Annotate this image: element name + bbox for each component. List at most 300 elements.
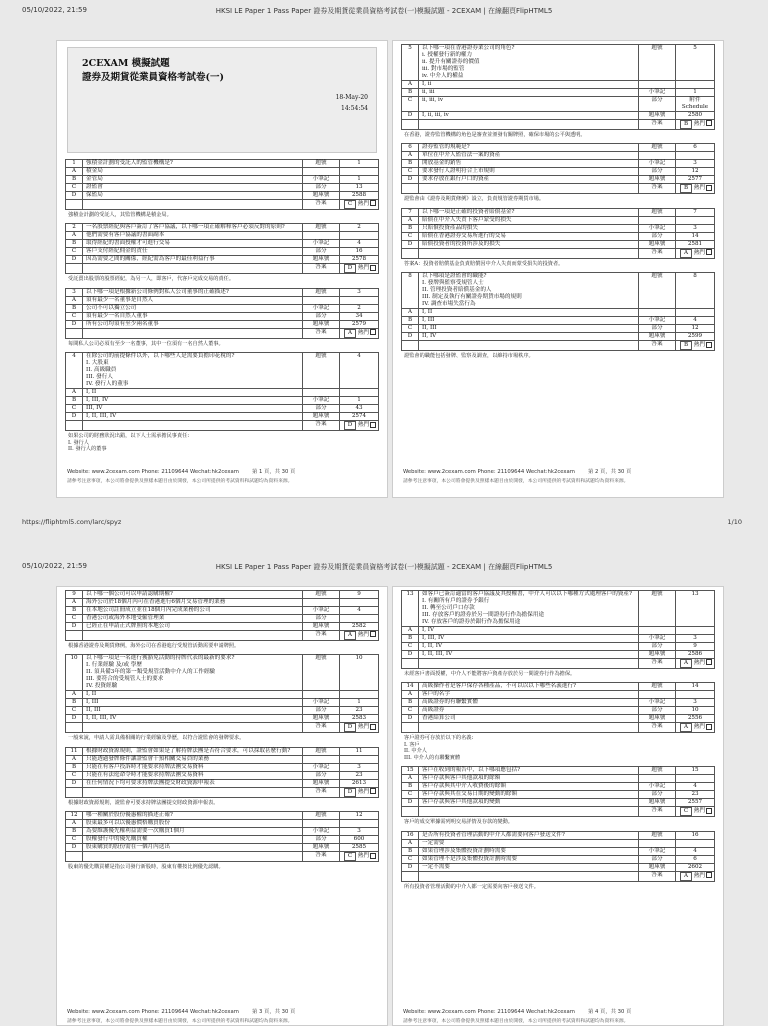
small-note-label: 小筆記 — [638, 160, 675, 167]
question-text: 以下哪項是證監會的職能? I. 發牌與監察受規管人士 II. 管理投資者賠償基金的人 III. 制定及執行有關證券期貨市場的規則 IV. 調查市場失當行為 — [422, 273, 522, 308]
hot-checkbox[interactable] — [706, 872, 712, 878]
option-letter: A — [66, 232, 83, 239]
question-no-label: 題號 — [638, 832, 675, 839]
exam-page-2 — [392, 40, 724, 498]
explanation-text: 客戶證券可存放於以下的名義: I. 客戶 II. 中介人 III. 中介人的有聯繫實體 — [404, 735, 474, 761]
option-row[interactable] — [66, 405, 378, 413]
question-id-value: 2602 — [675, 864, 714, 871]
question-text: 以下哪一項在香港證券業公司的角色? i. 授權發行新的權力 ii. 提升有關證券的價值 iii. 對市場的監管 iv. 中介人的權益 — [422, 45, 515, 79]
option-row[interactable] — [66, 844, 378, 852]
option-row[interactable] — [66, 389, 378, 397]
question-number: 11 — [66, 748, 83, 755]
question-no-label: 題號 — [302, 748, 339, 755]
hot-label: 熱門 — [693, 659, 706, 666]
answer-box: D — [344, 788, 357, 797]
explanation-text: 一般來說，申請人需具備相關的行業經驗及學歷，以符合證監會的發牌要求。 — [68, 735, 245, 742]
part-number-label: 部分 — [302, 313, 339, 320]
question-header-row — [66, 289, 378, 297]
question-id-value: 2586 — [675, 651, 714, 658]
question-no-value: 10 — [339, 655, 378, 690]
small-note-label: 小筆記 — [638, 225, 675, 232]
question-block — [65, 590, 379, 641]
option-letter: C — [66, 772, 83, 779]
answer-box: B — [680, 341, 692, 350]
exam-page-4 — [392, 586, 724, 1026]
question-id-label: 題庫號 — [638, 864, 675, 871]
answer-value — [339, 723, 378, 732]
question-no-value: 1 — [339, 160, 378, 167]
option-row[interactable] — [66, 321, 378, 329]
question-block — [401, 682, 715, 733]
small-note-value: 1 — [675, 89, 714, 96]
question-no-label: 題號 — [302, 591, 339, 598]
option-row[interactable] — [402, 233, 714, 241]
hot-checkbox[interactable] — [370, 631, 376, 637]
small-note-label: 小筆記 — [638, 783, 675, 790]
explanation-text: 客戶的成交單據需列明交易詳情及存款的變動。 — [404, 819, 513, 826]
footer-note: 請參考注意事項，本公司將會提供及照樣本題目由於開發，本公司所提供的考試資料和試題均為資料來源。 — [403, 479, 629, 484]
question-id-value: 2585 — [339, 844, 378, 851]
question-text: 如客戶已簽訂適當的客戶協議及其授權書，中介人可以以下哪種方式處理客戶的資產? I. 有關所有戶的證券予銀行 II. 轉至公司戶口存款 III. 存放客戶的證券於另一間證券行作為擔保用途 IV. 存放客戶的證券於銀行作為擔保用途 — [422, 591, 632, 625]
option-letter: D — [402, 176, 419, 183]
part-number-value: 23 — [675, 791, 714, 798]
blank-cell — [638, 840, 675, 847]
option-row[interactable] — [66, 599, 378, 607]
answer-value — [675, 723, 714, 732]
question-no-value: 7 — [675, 209, 714, 216]
question-text: 在除公司的前提條件以外，以下哪些人是需要負擔印花稅的? I. 大股東 II. 高級職員 III. 發行人 IV. 發行人的董事 — [86, 353, 235, 388]
option-row[interactable] — [66, 820, 378, 828]
answer-label: 答案 — [302, 421, 339, 430]
question-no-label: 題號 — [302, 353, 339, 388]
option-text: I, II, III, IV — [86, 715, 117, 722]
option-text: 單位在中介人監管法一案的資產 — [422, 152, 501, 159]
blank-cell — [83, 264, 302, 273]
blank-cell — [66, 329, 83, 338]
option-text: 客戶存款與客戶其他款項的變動 — [422, 799, 501, 806]
option-row[interactable] — [66, 615, 378, 623]
small-note-value: 4 — [675, 317, 714, 324]
question-id-label: 題庫號 — [638, 799, 675, 806]
option-text: III, IV — [86, 405, 103, 412]
option-letter: A — [402, 691, 419, 698]
option-row[interactable] — [66, 607, 378, 615]
question-text: 是否所有投資者管理活動的中介人都需要向客戶發送文件? — [422, 831, 565, 838]
option-row[interactable] — [402, 635, 714, 643]
question-no-label: 題號 — [302, 160, 339, 167]
option-row[interactable] — [402, 241, 714, 249]
option-row[interactable] — [66, 313, 378, 321]
option-row[interactable] — [402, 864, 714, 872]
blank-cell — [83, 329, 302, 338]
question-text: 強積金計劃的受託人的監管機構是? — [86, 160, 173, 166]
blank-cell — [339, 756, 378, 763]
option-text: 如果管理不是涉及集體投資計劃時需要 — [422, 855, 518, 862]
blank-cell — [339, 168, 378, 175]
answer-row — [66, 264, 378, 273]
option-letter: A — [402, 152, 419, 159]
question-id-value: 2582 — [339, 623, 378, 630]
question-header-row — [66, 353, 378, 389]
question-number: 5 — [402, 45, 419, 80]
option-letter: B — [66, 176, 83, 183]
option-letter: C — [402, 643, 419, 650]
hot-label: 熱門 — [358, 724, 370, 731]
option-letter: B — [402, 317, 419, 324]
question-number: 8 — [402, 273, 419, 308]
answer-box: A — [680, 249, 692, 258]
option-letter: C — [66, 184, 83, 191]
hot-checkbox[interactable] — [370, 329, 376, 335]
answer-row — [402, 249, 714, 258]
small-note-label: 小筆記 — [302, 240, 339, 247]
question-block — [65, 747, 379, 798]
hot-checkbox[interactable] — [370, 200, 376, 206]
question-id-label: 題庫號 — [302, 256, 339, 263]
question-id-value: 2581 — [675, 241, 714, 248]
option-row[interactable] — [402, 176, 714, 184]
option-row[interactable] — [402, 643, 714, 651]
question-no-label: 題號 — [638, 683, 675, 690]
part-number-value: 9 — [675, 643, 714, 650]
blank-cell — [302, 232, 339, 239]
blank-cell — [339, 297, 378, 304]
answer-label: 答案 — [638, 120, 675, 129]
option-row[interactable] — [66, 699, 378, 707]
option-row[interactable] — [402, 840, 714, 848]
blank-cell — [402, 807, 419, 816]
blank-cell — [66, 200, 83, 209]
option-row[interactable] — [402, 89, 714, 97]
print-datetime: 05/10/2022, 21:59 — [22, 562, 87, 570]
explanation-text: 證監會的職能包括發牌、監察及調查，以維持市場秩序。 — [404, 352, 534, 359]
small-note-value: 4 — [339, 240, 378, 247]
option-text: I, III, IV — [86, 397, 109, 404]
option-row[interactable] — [66, 256, 378, 264]
blank-cell — [83, 852, 302, 861]
answer-row — [66, 723, 378, 732]
option-row[interactable] — [402, 333, 714, 341]
option-text: 積金局 — [86, 167, 103, 174]
question-id-label: 題庫號 — [302, 715, 339, 722]
question-id-value: 2557 — [675, 799, 714, 806]
hot-checkbox[interactable] — [706, 342, 712, 348]
option-text: I, IV — [422, 626, 435, 633]
hot-checkbox[interactable] — [706, 808, 712, 814]
footer-note: 請參考注意事項，本公司將會提供及照樣本題目由於開發，本公司所提供的考試資料和試題均為資料來源。 — [403, 1019, 629, 1024]
answer-label: 答案 — [302, 631, 339, 640]
part-number-label: 部分 — [638, 791, 675, 798]
small-note-value: 3 — [339, 764, 378, 771]
answer-row — [66, 631, 378, 640]
small-note-value: 1 — [339, 176, 378, 183]
blank-cell — [339, 820, 378, 827]
option-letter: B — [66, 607, 83, 614]
explanation-text: 未經客戶書面授權，中介人不能將客戶資產存放於另一間證券行作為擔保。 — [404, 670, 576, 677]
option-row[interactable] — [66, 184, 378, 192]
small-note-value: 3 — [675, 699, 714, 706]
option-row[interactable] — [66, 297, 378, 305]
question-block — [65, 352, 379, 431]
answer-value — [675, 184, 714, 193]
question-text: 高級操作者是客戶保存各種產品，不可以以以下哪些名義進行? — [422, 683, 577, 690]
option-row[interactable] — [402, 217, 714, 225]
option-row[interactable] — [402, 651, 714, 659]
question-number: 1 — [66, 160, 83, 167]
small-note-value: 3 — [675, 225, 714, 232]
blank-cell — [83, 200, 302, 209]
answer-row — [402, 807, 714, 816]
hot-checkbox[interactable] — [706, 249, 712, 255]
question-id-label: 題庫號 — [302, 413, 339, 420]
option-row[interactable] — [402, 325, 714, 333]
answer-label: 答案 — [302, 200, 339, 209]
hot-label: 熱門 — [693, 185, 706, 192]
question-id-label: 題庫號 — [302, 623, 339, 630]
question-block — [65, 654, 379, 733]
option-letter: D — [66, 413, 83, 420]
blank-cell — [675, 627, 714, 634]
explanation-text: 如果公司的財務狀況出錯，以下人士需承擔民事責任: I. 發行人 II. 發行人的董事 — [68, 433, 190, 453]
small-note-label: 小筆記 — [302, 828, 339, 835]
question-no-label: 題號 — [302, 655, 339, 690]
blank-cell — [302, 168, 339, 175]
small-note-value: 3 — [339, 828, 378, 835]
option-text: 一定需要 — [422, 839, 445, 846]
explanation-text: 受託賣出股票的股票經紀，為另一人，即客戶，代客戶完成交易的責任。 — [68, 276, 235, 283]
exam-time: 14:54:54 — [341, 105, 368, 112]
question-id-label: 題庫號 — [638, 651, 675, 658]
option-letter: B — [66, 699, 83, 706]
hot-checkbox[interactable] — [370, 265, 376, 271]
small-note-label: 小筆記 — [638, 89, 675, 96]
footer-page-number: 第 1 頁，共 30 頁 — [252, 469, 296, 475]
part-number-value: 10 — [675, 707, 714, 714]
blank-cell — [419, 659, 638, 668]
answer-box: A — [344, 631, 356, 640]
blank-cell — [66, 723, 83, 732]
answer-row — [402, 872, 714, 881]
option-letter: B — [402, 848, 419, 855]
option-row[interactable] — [402, 715, 714, 723]
option-text: 客戶支付經紀佣金的責任 — [86, 248, 148, 255]
option-row[interactable] — [66, 168, 378, 176]
option-text: 高級證券的有聯繫實體 — [422, 699, 478, 706]
small-note-value: 4 — [675, 783, 714, 790]
option-row[interactable] — [402, 225, 714, 233]
hot-checkbox[interactable] — [706, 120, 712, 126]
part-number-value: 23 — [339, 707, 378, 714]
blank-cell — [339, 389, 378, 396]
option-letter: B — [66, 397, 83, 404]
question-id-label: 題庫號 — [638, 241, 675, 248]
option-row[interactable] — [66, 623, 378, 631]
option-letter: C — [402, 325, 419, 332]
blank-cell — [402, 120, 419, 129]
blank-cell — [638, 775, 675, 782]
option-letter: D — [402, 715, 419, 722]
explanation-text: 每間私人公司必須有至少一名董事，其中一位須有一名自然人董事。 — [68, 340, 224, 347]
option-row[interactable] — [66, 192, 378, 200]
answer-box: C — [344, 852, 356, 861]
answer-label: 答案 — [638, 807, 675, 816]
option-letter: B — [402, 225, 419, 232]
option-text: I, II — [86, 691, 97, 698]
part-number-label: 部分 — [302, 184, 339, 191]
question-number: 6 — [402, 144, 419, 151]
question-id-value: 2578 — [339, 256, 378, 263]
part-number-label: 部分 — [638, 97, 675, 111]
small-note-value: 4 — [339, 607, 378, 614]
question-id-label: 題庫號 — [638, 112, 675, 119]
blank-cell — [66, 852, 83, 861]
option-row[interactable] — [66, 176, 378, 184]
option-row[interactable] — [66, 780, 378, 788]
blank-cell — [83, 723, 302, 732]
option-row[interactable] — [402, 627, 714, 635]
hot-checkbox[interactable] — [706, 185, 712, 191]
part-number-label: 部分 — [638, 233, 675, 240]
hot-label: 熱門 — [357, 853, 370, 860]
hot-checkbox[interactable] — [706, 659, 712, 665]
option-text: 股東購買的股份需在一個月內送出 — [86, 844, 170, 851]
option-text: 賠償在香港證券交易所進行的交易 — [422, 232, 506, 239]
question-no-value: 3 — [339, 289, 378, 296]
question-number: 14 — [402, 683, 419, 690]
option-letter: A — [402, 217, 419, 224]
question-no-value: 4 — [339, 353, 378, 388]
question-text: 一名股票經紀與客戶簽訂了客戶協議，以下哪一項正確解釋客戶必須反對的原則? — [86, 224, 285, 231]
answer-box: A — [680, 659, 692, 668]
blank-cell — [402, 249, 419, 258]
question-block — [65, 288, 379, 339]
hot-label: 熱門 — [693, 120, 706, 127]
question-no-label: 題號 — [638, 273, 675, 308]
option-row[interactable] — [66, 397, 378, 405]
option-row[interactable] — [402, 856, 714, 864]
blank-cell — [83, 631, 302, 640]
blank-cell — [675, 81, 714, 88]
question-no-value: 12 — [339, 812, 378, 819]
blank-cell — [302, 599, 339, 606]
part-number-label: 部分 — [302, 405, 339, 412]
answer-row — [402, 184, 714, 193]
answer-row — [66, 788, 378, 797]
option-letter: D — [402, 651, 419, 658]
option-row[interactable] — [402, 799, 714, 807]
question-no-value: 6 — [675, 144, 714, 151]
part-number-label: 部分 — [638, 707, 675, 714]
answer-value — [675, 120, 714, 129]
option-row[interactable] — [66, 772, 378, 780]
small-note-label: 小筆記 — [638, 317, 675, 324]
option-row[interactable] — [402, 791, 714, 799]
question-no-label: 題號 — [638, 767, 675, 774]
option-letter: C — [402, 791, 419, 798]
option-row[interactable] — [402, 783, 714, 791]
option-text: I, III, IV — [422, 634, 445, 641]
blank-cell — [339, 691, 378, 698]
option-row[interactable] — [402, 112, 714, 120]
page-url[interactable]: https://fliphtml5.com/larc/spyz — [22, 518, 122, 526]
print-datetime: 05/10/2022, 21:59 — [22, 6, 87, 14]
blank-cell — [402, 341, 419, 350]
option-text: 所有公司均須有至少兩名董事 — [86, 320, 159, 327]
option-text: 他們需要有客戶協議的書面副本 — [86, 232, 165, 239]
answer-value — [675, 807, 714, 816]
option-row[interactable] — [402, 309, 714, 317]
option-row[interactable] — [66, 707, 378, 715]
blank-cell — [66, 631, 83, 640]
option-text: 須有最少一名董事是自然人 — [86, 296, 154, 303]
option-row[interactable] — [402, 699, 714, 707]
question-header-row — [66, 812, 378, 820]
hot-checkbox[interactable] — [370, 853, 376, 859]
hot-checkbox[interactable] — [370, 788, 376, 794]
question-block — [401, 208, 715, 259]
question-id-label: 題庫號 — [302, 844, 339, 851]
question-number: 16 — [402, 832, 419, 839]
option-text: 客戶的名字 — [422, 691, 450, 698]
option-letter: C — [402, 233, 419, 240]
option-row[interactable] — [66, 764, 378, 772]
option-row[interactable] — [66, 828, 378, 836]
answer-label: 答案 — [302, 723, 339, 732]
hot-checkbox[interactable] — [706, 724, 712, 730]
option-text: 為要維護優先權利益需要一次購買1個月 — [86, 828, 185, 835]
answer-row — [66, 852, 378, 861]
question-list — [57, 159, 387, 455]
option-row[interactable] — [402, 81, 714, 89]
answer-box: C — [344, 200, 356, 209]
option-text: 如果管理涉及集體投資計劃時需要 — [422, 847, 506, 854]
blank-cell — [302, 389, 339, 396]
option-text: II, III — [422, 325, 437, 332]
option-row[interactable] — [66, 305, 378, 313]
option-row[interactable] — [66, 756, 378, 764]
explanation-text: 股東的優先購買權是指公司發行新股時，股東有權按比例優先認購。 — [68, 864, 224, 871]
option-letter: B — [402, 699, 419, 706]
question-text: 根據財政資源規則，證監會如果是了解持牌法團是否符合要求，可以採取甚麼行動? — [86, 747, 291, 754]
hot-label: 熱門 — [693, 808, 706, 815]
answer-row — [402, 341, 714, 350]
blank-cell — [402, 723, 419, 732]
question-text: 以下哪一項是一名進行獲豁免活動的持牌代表的最新的要求? I. 行業經驗 及/或 學歷 II. 須具備3年的第一類受規管活動中介人的工作經驗 III. 要符合的受規管人士的要求 IV. 投資經驗 — [86, 655, 235, 690]
footer-note: 請參考注意事項，本公司將會提供及照樣本題目由於開發，本公司所提供的考試資料和試題均為資料來源。 — [67, 1019, 293, 1024]
question-block — [65, 811, 379, 862]
hot-checkbox[interactable] — [370, 724, 376, 730]
option-text: 高級證券 — [422, 707, 445, 714]
option-row[interactable] — [402, 97, 714, 112]
option-row[interactable] — [66, 691, 378, 699]
option-row[interactable] — [66, 715, 378, 723]
question-header-row — [402, 45, 714, 81]
blank-cell — [83, 421, 302, 430]
option-row[interactable] — [66, 836, 378, 844]
option-row[interactable] — [402, 848, 714, 856]
option-row[interactable] — [66, 413, 378, 421]
part-number-label: 部分 — [638, 325, 675, 332]
option-text: I, ii — [422, 80, 432, 87]
question-header-row — [402, 832, 714, 840]
option-row[interactable] — [402, 317, 714, 325]
answer-value — [675, 249, 714, 258]
answer-row — [402, 120, 714, 129]
option-letter: D — [66, 256, 83, 263]
hot-checkbox[interactable] — [370, 422, 376, 428]
option-text: 要求存放在銀行戶口的資產 — [422, 176, 490, 183]
question-number: 7 — [402, 209, 419, 216]
